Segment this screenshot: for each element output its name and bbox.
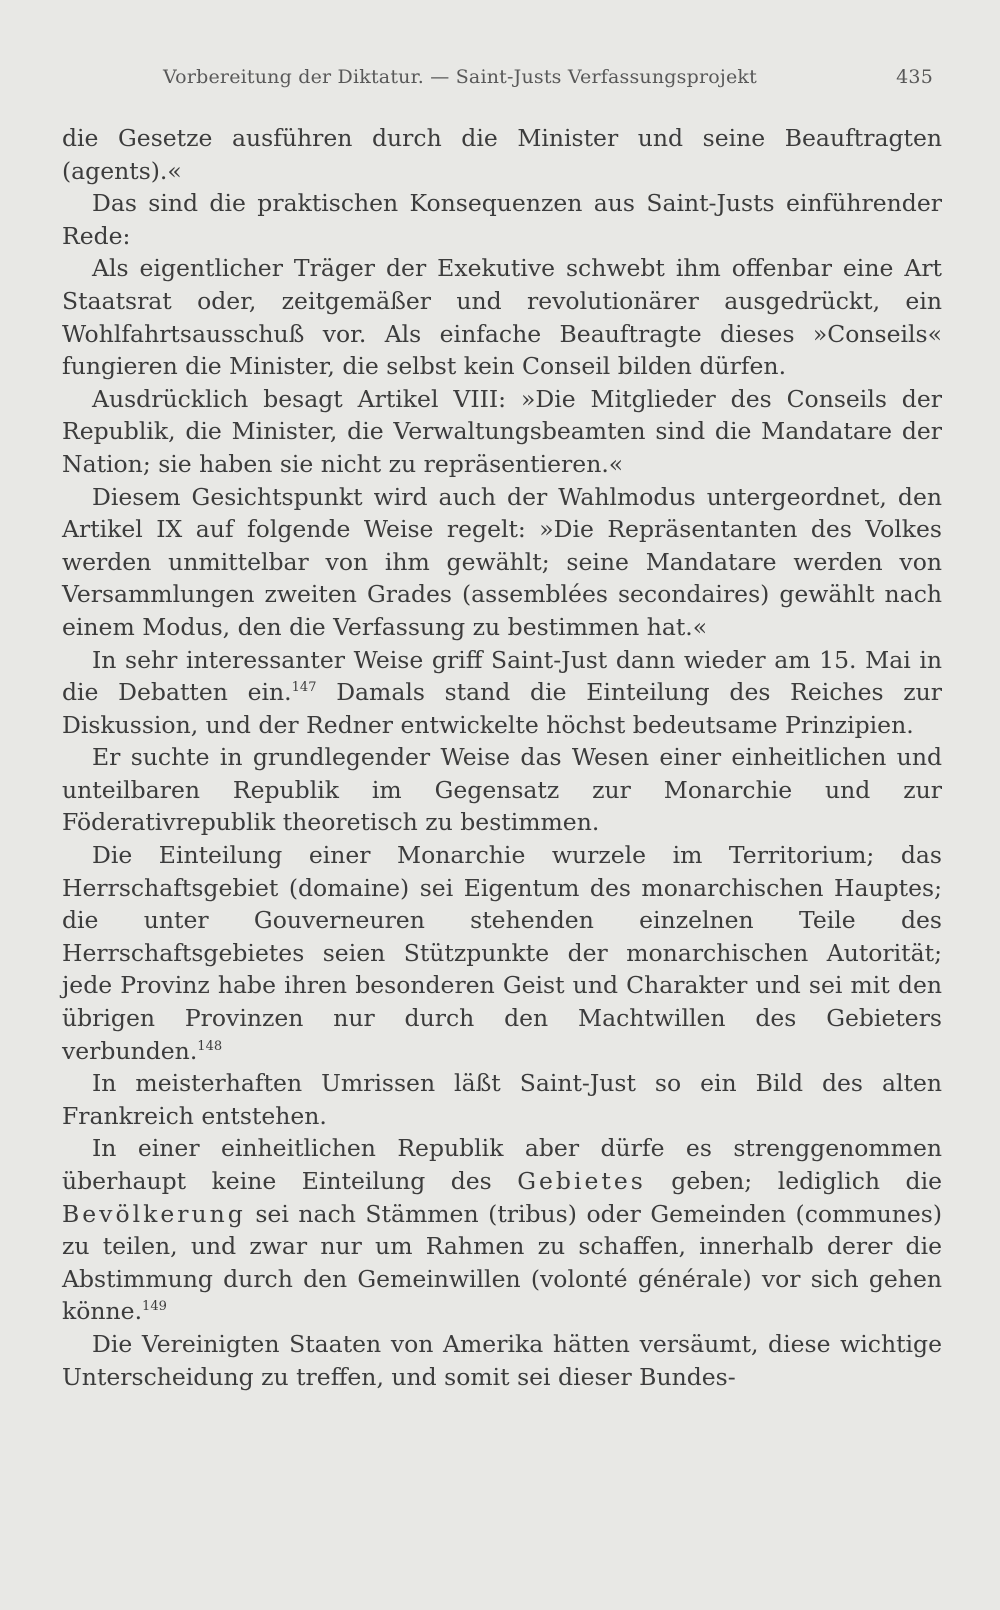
paragraph-text: In sehr interessanter Weise griff Saint-Just dann wieder am 15. Mai in die Debatten ein.: [62, 645, 942, 707]
footnote-marker: 147: [291, 680, 317, 696]
emphasized-word: Bevölkerung: [62, 1199, 246, 1228]
paragraph: Das sind die praktischen Konsequenzen aus Saint-Justs einführender Rede:: [62, 189, 942, 250]
page-number: 435: [896, 66, 933, 88]
paragraph: [62, 1132, 942, 1328]
paragraph-text: Die Einteilung einer Monarchie wurzele im Territorium; das Herrschaftsgebiet (domaine) sei Eigentum des monarchischen Hauptes; die unter Gouverneuren stehenden einzelnen Teile des Herrschaftsgebietes seien Stützpunkte der monarchischen Autorität; jede Provinz habe ihren besonderen Geist und Charakter und sei mit den übrigen Provinzen nur durch den Machtwillen des Gebieters verbunden.: [62, 841, 942, 1065]
paragraph: Ausdrücklich besagt Artikel VIII: »Die Mitglieder des Conseils der Republik, die Minister, die Verwaltungsbeamten sind die Mandatare der Nation; sie haben sie nicht zu repräsentieren.«: [62, 384, 942, 478]
paragraph: [62, 839, 942, 1067]
paragraph-continuation: die Gesetze ausführen durch die Minister und seine Beauftragten (agents).«: [62, 124, 942, 185]
body-text: [62, 122, 942, 1393]
footnote-marker: 148: [197, 1038, 223, 1054]
paragraph-text: geben; lediglich die: [645, 1167, 943, 1195]
running-head-title: Vorbereitung der Diktatur. — Saint-Justs Verfassungsprojekt: [163, 66, 757, 88]
paragraph: Als eigentlicher Träger der Exekutive schwebt ihm offenbar eine Art Staatsrat oder, zeitgemäßer und revolutionärer ausgedrückt, ein Wohlfahrtsausschuß vor. Als einfache Beauftragte dieses »Conseils« fungieren die Minister, die selbst kein Conseil bilden dürfen.: [62, 254, 942, 381]
emphasized-word: Gebietes: [517, 1167, 646, 1195]
paragraph-text: sei nach Stämmen (tribus) oder Gemeinden (communes) zu teilen, und zwar nur um Rahmen zu schaffen, innerhalb derer die Abstimmung durch den Gemeinwillen (volonté générale) vor sich gehen könne.: [62, 1199, 942, 1326]
paragraph: In meisterhaften Umrissen läßt Saint-Just so ein Bild des alten Frankreich entstehen.: [62, 1069, 942, 1130]
paragraph-text: In einer einheitlichen Republik aber dürfe es strenggenommen überhaupt keine Einteilung des: [62, 1134, 942, 1195]
paragraph: Er suchte in grundlegender Weise das Wesen einer einheitlichen und unteilbaren Republik im Gegensatz zur Monarchie und zur Föderativrepublik theoretisch zu bestimmen.: [62, 743, 942, 837]
footnote-marker: 149: [142, 1299, 167, 1315]
paragraph-text: Damals stand die Einteilung des Reiches zur Diskussion, und der Redner entwickelte höchst bedeutsame Prinzipien.: [62, 678, 942, 739]
running-head: [163, 66, 933, 96]
paragraph: Diesem Gesichtspunkt wird auch der Wahlmodus untergeordnet, den Artikel IX auf folgende Weise regelt: »Die Repräsentanten des Volkes werden unmittelbar von ihm gewählt; seine Mandatare werden von Versammlungen zweiten Grades (assemblées secondaires) gewählt nach einem Modus, den die Verfassung zu bestimmen hat.«: [62, 482, 942, 641]
paragraph: Die Vereinigten Staaten von Amerika hätten versäumt, diese wichtige Unterscheidung zu treffen, und somit sei dieser Bundes-: [62, 1329, 942, 1391]
paragraph: [62, 644, 942, 742]
